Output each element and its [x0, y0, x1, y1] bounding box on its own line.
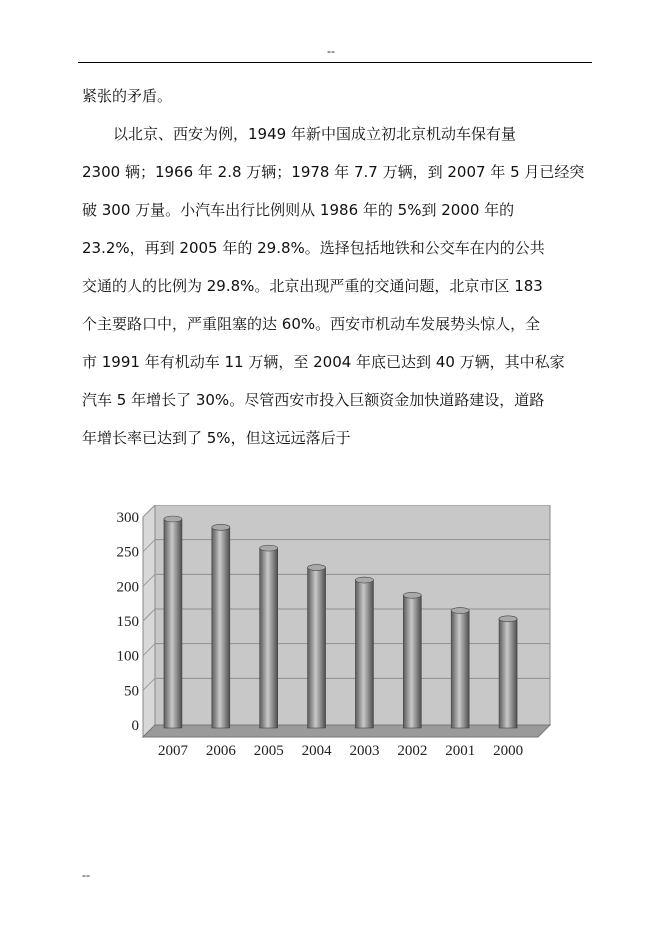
bar-chart	[110, 505, 560, 760]
text-line: 个主要路口中，严重阻塞的达 60%。西安市机动车发展势头惊人，全	[82, 315, 541, 333]
y-tick-label: 0	[131, 718, 139, 734]
text-line: 破 300 万量。小汽车出行比例则从 1986 年的 5%到 2000 年的	[82, 201, 515, 219]
x-tick-label: 2003	[349, 743, 380, 759]
bar-top-2003	[355, 577, 373, 583]
text-line: 23.2%，再到 2005 年的 29.8%。选择包括地铁和公交车在内的公共	[82, 239, 545, 257]
bar-top-2002	[403, 592, 421, 598]
y-tick-label: 200	[116, 579, 139, 596]
y-tick-label: 250	[116, 544, 139, 561]
body-text	[82, 85, 602, 465]
bar-top-2005	[260, 545, 278, 551]
x-axis-ticks	[158, 743, 523, 759]
text-line: 汽车 5 年增长了 30%。尽管西安市投入巨额资金加快道路建设，道路	[82, 391, 545, 409]
page-footer-mark: --	[82, 868, 90, 882]
x-tick-label: 2004	[301, 743, 332, 759]
y-tick-label: 100	[116, 648, 139, 665]
bar-top-2007	[164, 516, 182, 522]
y-tick-label: 50	[124, 683, 139, 700]
bar-top-2006	[212, 524, 230, 530]
text-line: 2300 辆；1966 年 2.8 万辆；1978 年 7.7 万辆，到 2007 年 5 月已经突	[82, 163, 585, 181]
x-tick-label: 2005	[253, 743, 284, 759]
y-axis-ticks	[117, 510, 140, 734]
x-tick-label: 2002	[397, 743, 428, 759]
text-line: 紧张的矛盾。	[82, 87, 173, 105]
x-tick-label: 2000	[493, 743, 524, 759]
bar-2002	[403, 595, 421, 728]
chart-side-wall	[143, 505, 155, 737]
bar-top-2004	[308, 565, 326, 571]
bar-2005	[260, 548, 278, 728]
text-line: 市 1991 年有机动车 11 万辆，至 2004 年底已达到 40 万辆，其中私家	[82, 353, 565, 371]
y-tick-label: 300	[116, 510, 139, 526]
bar-2006	[212, 527, 230, 728]
x-tick-label: 2001	[445, 743, 476, 759]
text-line: 以北京、西安为例，1949 年新中国成立初北京机动车保有量	[113, 125, 516, 143]
chart-floor	[143, 725, 550, 737]
text-line: 交通的人的比例为 29.8%。北京出现严重的交通问题，北京市区 183	[82, 277, 543, 295]
bar-top-2000	[499, 616, 517, 622]
text-line: 年增长率已达到了 5%，但这远远落后于	[82, 429, 351, 447]
bar-2003	[355, 580, 373, 728]
page-header-mark: --	[327, 44, 335, 58]
bar-top-2001	[451, 608, 469, 614]
header-rule	[78, 62, 592, 63]
bar-2007	[164, 519, 182, 728]
bar-2000	[499, 619, 517, 728]
y-tick-label: 150	[116, 614, 139, 630]
x-tick-label: 2007	[157, 743, 188, 759]
bar-2004	[308, 568, 326, 728]
x-tick-label: 2006	[205, 743, 236, 759]
bar-2001	[451, 611, 469, 728]
